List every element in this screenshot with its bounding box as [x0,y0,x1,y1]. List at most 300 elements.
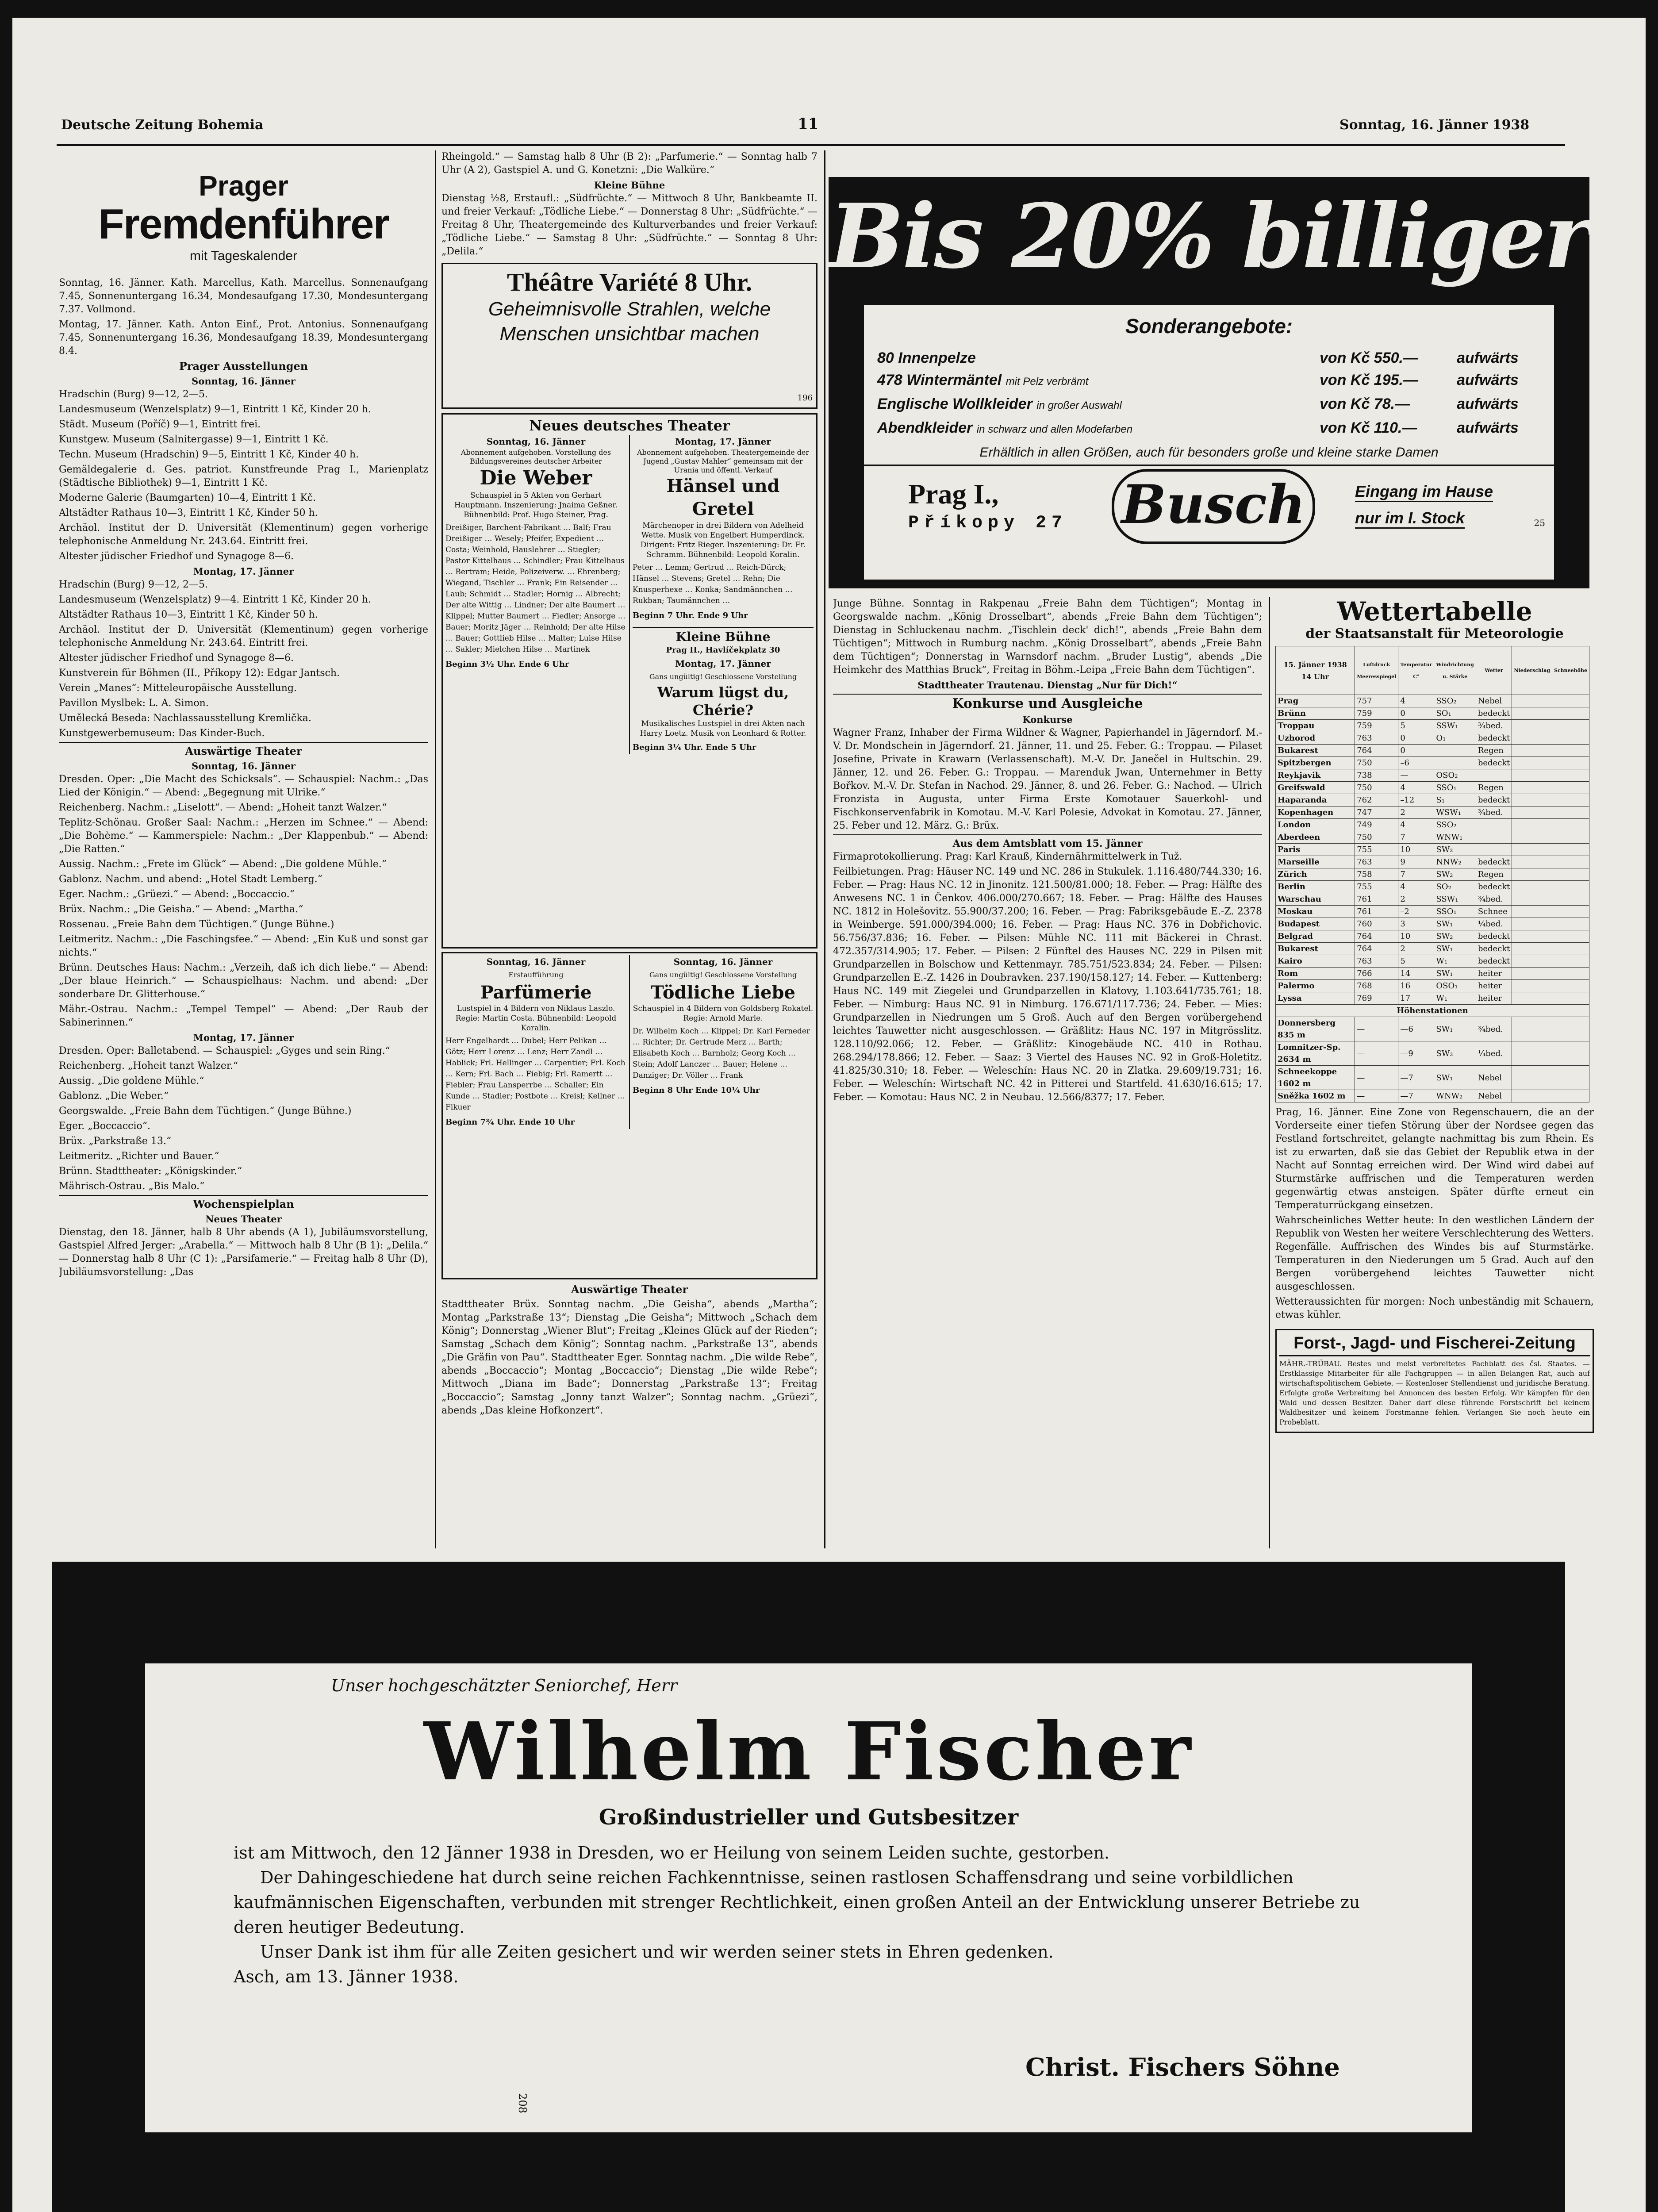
list-item: Gablonz. „Die Weber.“ [59,1091,169,1102]
list-item: Pavillon Myslbek: L. A. Simon. [59,698,209,709]
weather-cell: Regen [1476,782,1512,794]
weather-cell: 10 [1398,844,1434,856]
weather-row [1276,893,1589,906]
weather-station: Lomnitzer-Sp. 2634 m [1276,1041,1355,1066]
weather-cell [1512,794,1552,806]
weather-cell: 10 [1398,930,1434,943]
weather-cell [1512,844,1552,856]
weather-cell [1512,943,1552,955]
weather-cell [1512,1041,1552,1066]
weather-cell: SW₂ [1434,844,1476,856]
weather-time: 14 Uhr [1301,672,1329,681]
program-date: Montag, 17. Jänner [675,658,771,669]
weather-cell: SW₂ [1434,930,1476,943]
weather-cell: —6 [1398,1017,1434,1041]
weather-cell [1552,980,1589,992]
weather-cell: bedeckt [1476,930,1512,943]
weather-cell [1512,968,1552,980]
weather-cell [1512,732,1552,745]
weather-cell: 761 [1355,906,1398,918]
kleine-buehne-box [441,952,817,1279]
weather-cell [1512,707,1552,720]
weather-cell [1512,695,1552,707]
weather-cell: 4 [1398,819,1434,831]
weather-col-header: Wetter [1476,646,1512,695]
offer-price: von Kč 195.— [1320,372,1418,388]
offer-extra: mit Pelz verbrämt [1006,376,1089,388]
weather-cell: SSO₁ [1434,906,1476,918]
weather-row [1276,968,1589,980]
weather-cell: W₁ [1434,992,1476,1005]
section-heading: Aus dem Amtsblatt vom 15. Jänner [833,834,1262,850]
weather-cell: heiter [1476,992,1512,1005]
weather-row [1276,732,1589,745]
weather-cell: WSW₁ [1434,806,1476,819]
column-divider [1269,597,1270,1548]
program-title: Tödliche Liebe [651,982,795,1003]
weather-cell: 764 [1355,930,1398,943]
list-item: Altstädter Rathaus 10—3, Eintritt 1 Kč, Kinder 50 h. [59,609,318,620]
date-heading: Montag, 17. Jänner [193,566,294,577]
variete-ad [441,263,817,409]
program-cast: Dr. Wilhelm Koch … Klippel; Dr. Karl Ferneder … Richter; Dr. Gertrude Merz … Barth; Elisabeth Koch … Barnholz; Georg Koch … Stein; Adolf Lanczer … Bauer; Helene … Danziger; Dr. Völler … Frank [633,1027,810,1080]
weather-cell [1552,856,1589,868]
header-rule [57,144,1565,146]
weather-cell: NNW₂ [1434,856,1476,868]
program-subtitle: Schauspiel in 4 Bildern von Goldsberg Rokatel. Regie: Arnold Marle. [633,1004,814,1023]
weather-cell [1476,769,1512,782]
weather-cell: 14 [1398,968,1434,980]
weather-cell: SW₁ [1434,1066,1476,1090]
offer-extra: in großer Auswahl [1036,399,1122,411]
weather-cell: SW₂ [1434,868,1476,881]
weather-row [1276,930,1589,943]
weather-cell [1552,794,1589,806]
date-heading: Sonntag, 16. Jänner [192,376,296,387]
ad-subheading: Sonderangebote: [1125,315,1293,338]
weather-cell: ¾bed. [1476,720,1512,732]
list-item: Aussig. „Die goldene Mühle.“ [59,1075,204,1087]
program-title: Die Weber [480,467,592,489]
weather-cell: ¾bed. [1476,893,1512,906]
weather-station: Uzhorod [1276,732,1355,745]
weather-cell [1552,943,1589,955]
weather-cell [1476,819,1512,831]
obituary-text [234,1840,1384,1989]
guide-title-2: Fremdenführer [98,200,389,248]
weather-cell: 16 [1398,980,1434,992]
weather-col-header: Windrichtung u. Stärke [1434,646,1476,695]
list-item: Kunstverein für Böhmen (II., Příkopy 12): Edgar Jantsch. [59,668,340,679]
weather-row [1276,868,1589,881]
obituary-place-date: Asch, am 13. Jänner 1938. [234,1967,459,1986]
program-subtitle: Lustspiel in 4 Bildern von Niklaus Laszlo. Regie: Martin Costa. Bühnenbild: Leopold Koralin. [455,1004,617,1033]
weather-cell: heiter [1476,968,1512,980]
weather-title: Wettertabelle [1337,597,1532,626]
weather-cell [1552,992,1589,1005]
ad-entrance: nur im I. Stock [1355,509,1465,529]
weather-cell: 2 [1398,943,1434,955]
weather-col-header: Niederschlag [1512,646,1552,695]
weather-cell: Regen [1476,745,1512,757]
obituary-paragraph: Unser Dank ist ihm für alle Zeiten gesichert und wir werden seiner stets in Ehren gedenken. [260,1942,1054,1962]
weather-cell: 4 [1398,695,1434,707]
obituary-signature: Christ. Fischers Söhne [1025,2053,1340,2082]
section-heading: Wochenspielplan [59,1195,428,1211]
weather-station: Bukarest [1276,943,1355,955]
list-item: Hradschin (Burg) 9—12, 2—5. [59,389,208,400]
list-item: Dresden. Oper: „Die Macht des Schicksals“. — Schauspiel: Nachm.: „Das Lied der Königin.“ — Abend: „Begegnung mit Ulrike.“ [59,774,428,798]
program-date: Sonntag, 16. Jänner [486,436,586,447]
weather-cell [1552,893,1589,906]
program-date: Montag, 17. Jänner [675,436,771,447]
weather-cell [1512,782,1552,794]
offer-extra: in schwarz und allen Modefarben [976,423,1133,435]
weather-cell: 3 [1398,918,1434,930]
weather-row [1276,881,1589,893]
weather-row [1276,745,1589,757]
program-date: Sonntag, 16. Jänner [486,956,586,967]
column-theater [441,150,817,1548]
obituary-paragraph: Der Dahingeschiedene hat durch seine reichen Fachkenntnisse, seinen rastlosen Schaffensdrang und seine vorbildlichen kaufmännischen Eigenschaften, verbunden mit strenger Rechtlichkeit, einen großen Anteil an der Entwicklung unserer Betriebe zu deren heutiger Bedeutung. [234,1868,1360,1937]
weather-cell: SSW₁ [1434,720,1476,732]
section-heading: Konkurse und Ausgleiche [952,696,1143,711]
weather-cell: bedeckt [1476,794,1512,806]
weather-row [1276,794,1589,806]
program-sunday [445,955,630,1129]
weather-cell [1552,782,1589,794]
weather-cell [1476,844,1512,856]
list-item: Landesmuseum (Wenzelsplatz) 9—1, Eintritt 1 Kč, Kinder 20 h. [59,404,371,415]
weather-cell [1512,806,1552,819]
weather-station: Reykjavik [1276,769,1355,782]
forst-text: MÄHR.-TRÜBAU. Bestes und meist verbreitetes Fachblatt des čsl. Staates. — Erstklassige Mitarbeiter für alle Fachgruppen — in allen Belangen Rat, auch auf wirtschaftspolitischem Gebiete. — Kostenloser Stellendienst und juridische Beratung. Erfolgte große Verbreitung bei Annoncen des besten Erfolg. Wir kämpfen für den Wald und dessen Besitzer. Daher darf diese führende Forstschrift bei keinem Waldbesitzer und keinem Forstmanne fehlen. Verlangen Sie noch heute ein Probeblatt. [1279,1359,1590,1426]
weather-cell: 761 [1355,893,1398,906]
weather-cell [1512,881,1552,893]
offer-row [877,417,1541,441]
weather-cell: 769 [1355,992,1398,1005]
weather-cell [1552,918,1589,930]
weather-cell: 763 [1355,732,1398,745]
weather-cell [1512,720,1552,732]
section-heading: Kleine Bühne [594,180,665,191]
weather-cell [1512,906,1552,918]
theater-program-box [441,413,817,949]
date-heading: Neues Theater [205,1214,282,1225]
offer-name: 80 Innenpelze [877,349,976,366]
weather-station: Kopenhagen [1276,806,1355,819]
weather-row [1276,1017,1589,1041]
weather-cell: 2 [1398,806,1434,819]
program-times: Beginn 3½ Uhr. Ende 6 Uhr [445,660,569,669]
calendar-monday: Montag, 17. Jänner. Kath. Anton Einf., Prot. Antonius. Sonnenaufgang 7.45, Sonnenuntergang 16.36, Mondesaufgang 18.39, Mondesuntergang 8.4. [59,319,428,357]
list-item: Brüx. „Parkstraße 13.“ [59,1136,172,1147]
weather-cell [1512,992,1552,1005]
weather-cell: — [1355,1066,1398,1090]
program-note: Gans ungültig! Geschlossene Vorstellung [649,971,797,979]
weather-cell [1552,819,1589,831]
weather-col-header: Schneehöhe [1552,646,1589,695]
weather-row [1276,1090,1589,1102]
weather-cell: bedeckt [1476,881,1512,893]
weather-cell [1552,906,1589,918]
busch-advertisement [829,177,1589,588]
weather-cell: 9 [1398,856,1434,868]
ad-brand-logo: Busch [1112,469,1315,544]
column-weather [1275,597,1594,1548]
offer-row [877,393,1541,417]
weather-cell: SSW₁ [1434,893,1476,906]
weather-cell: —9 [1398,1041,1434,1066]
sub-heading: Konkurse [1022,714,1073,725]
program-subtitle: Märchenoper in drei Bildern von Adelheid Wette. Musik von Engelbert Humperdinck. Dirigent: Fritz Rieger. Inszenierung: Dr. Fr. Schramm. Bühnenbild: Leopold Koralin. [640,521,806,559]
offer-up: aufwärts [1457,349,1519,366]
weather-cell: 4 [1398,881,1434,893]
weather-cell [1552,757,1589,769]
weather-cell: 766 [1355,968,1398,980]
junge-buehne-text: Junge Bühne. Sonntag in Rakpenau „Freie Bahn dem Tüchtigen“; Montag in Georgswalde nachm. „König Drosselbart“, abends „Freie Bahn dem Tüchtigen“; Dienstag in Schluckenau nachm. „Tischlein deck' dich!“, abends „Freie Bahn dem Tüchtigen“; Mittwoch in Rumburg nachm. „König Drosselbart“, abends „Freie Bahn dem Tüchtigen“; Donnerstag in Warnsdorf nachm. „Bruder Lustig“, abends „Die Heimkehr des Matthias Bruck“, Freitag in Böhm.-Leipa „Freie Bahn dem Tüchtigen“. [833,598,1262,676]
weather-row [1276,720,1589,732]
weather-col-header: Temperatur C° [1398,646,1434,695]
weather-cell [1512,980,1552,992]
weather-cell [1512,757,1552,769]
weather-cell: SW₃ [1434,1041,1476,1066]
weather-station: Marseille [1276,856,1355,868]
weather-station: Haparanda [1276,794,1355,806]
weather-station: Palermo [1276,980,1355,992]
variete-title: Théâtre Variété 8 Uhr. [507,268,752,296]
column-konkurse [833,597,1262,1548]
program-cast: Peter … Lemm; Gertrud … Reich-Dürck; Hänsel … Stevens; Gretel … Rehn; Die Knusperhexe … Konka; Sandmännchen … Rukban; Taumännchen … [633,563,793,605]
weather-cell: 763 [1355,955,1398,968]
weather-cell: –6 [1398,757,1434,769]
weather-station: Greifswald [1276,782,1355,794]
offer-up: aufwärts [1457,396,1519,412]
weather-row [1276,856,1589,868]
program-note: Abonnement aufgehoben. Vorstellung des Bildungsvereines deutscher Arbeiter [461,448,611,465]
weather-cell: 0 [1398,707,1434,720]
ad-ref: 25 [1534,518,1545,528]
offer-row [877,347,1541,369]
weather-station: Rom [1276,968,1355,980]
weather-row [1276,695,1589,707]
weather-cell: ¾bed. [1476,806,1512,819]
weather-cell: WNW₁ [1434,831,1476,844]
weather-cell: SSO₂ [1434,819,1476,831]
section-heading: Auswärtige Theater [571,1283,688,1296]
ad-city: Prag I., [908,478,999,510]
weather-cell: OSO₁ [1434,980,1476,992]
weather-cell: 759 [1355,720,1398,732]
weather-cell [1512,893,1552,906]
weather-row [1276,1041,1589,1066]
page-number: 11 [798,115,819,133]
list-item: Teplitz-Schönau. Großer Saal: Nachm.: „Herzen im Schnee.“ — Abend: „Die Bohème.“ — Kammerspiele: Nachm.: „Der Klappenbub.“ — Abend: „Die Ratten.“ [59,817,428,855]
list-item: Leitmeritz. Nachm.: „Die Faschingsfee.“ — Abend: „Ein Kuß und sonst gar nichts.“ [59,934,428,958]
program-sunday-evening [633,955,814,1129]
weather-cell: WNW₂ [1434,1090,1476,1102]
obituary-intro: Unser hochgeschätzter Seniorchef, Herr [331,1676,678,1695]
weather-cell: bedeckt [1476,757,1512,769]
schedule-continuation: Rheingold.“ — Samstag halb 8 Uhr (B 2): „Parfumerie.“ — Sonntag halb 7 Uhr (A 2), Gastspiel A. und G. Konetzni: „Die Walküre.“ [441,151,817,176]
program-subtitle: Musikalisches Lustspiel in drei Akten nach Harry Loetz. Musik von Leonhard & Rotter. [640,719,806,738]
list-item: Georgswalde. „Freie Bahn dem Tüchtigen.“ (Junge Bühne.) [59,1106,352,1117]
amtsblatt-text: Feilbietungen. Prag: Häuser NC. 149 und NC. 286 in Stukulek. 1.116.480/744.330; 16. Feber. — Prag: Haus NC. 12 in Jinonitz. 121.500/81.000; 18. Feber. — Prag: Hälfte des Anwesens NC. 1 in Čenkov. 406.000/270.667; 18. Feber. — Prag: Hälfte des Hauses NC. 1812 in Holešovitz. 55.900/37.200; 16. Feber. — Prag: Fabriksgebäude E.-Z. 2378 in Weinberge. 591.000/394.000; 16. Feber. — Prag: Haus NC. 376 in Dobřichovic. 56.756/37.836; 16. Feber. — Pilsen: Mühle NC. 111 mit Bäckerei in Chrast. 472.357/314.905; 17. Feber. — Pilsen: 2 Fünftel des Hauses NC. 229 in Pilsen mit Grundparzellen in Bolschow und Kettenmayr. 785.751/523.834; 24. Feber. — Pilsen: Grundparzellen E.-Z. 1426 in Doubravken. 237.190/158.127; 14. Feber. — Kuttenberg: Haus NC. 149 mit Ziegelei und Grundparzellen in Klatovy, 1.103.641/735.761; 18. Feber. — Nimburg: Haus NC. 91 in Nimburg. 176.671/117.736; 24. Feber. — Mies: Grundparzellen in Niedrungen um 5 Groß. Auch auf den Bergen vorübergehend leichtes Tauwetter nicht ausgeschlossen. — Gräßlitz: Haus NC. 197 in Mitgrösslitz. 128.110/92.066; 12. Feber. — Gräßlitz: Kinogebäude NC. 410 in Rothau. 268.294/178.866; 12. Feber. — Saaz: 3 Viertel des Hauses NC. 92 in Groß-Holetitz. 41.825/30.310; 18. Feber. — Weleschín: Haus NC. 20 in Zlatka. 29.609/19.731; 16. Feber. — Weleschín: Wirtschaft NC. 42 in Pitterei und Startfeld. 41.630/16.615; 17. Feber. — Komotau: Haus NC. 2 in Neubau. 12.566/8377; 17. Feber. [833,866,1262,1103]
weather-cell [1552,1066,1589,1090]
variete-text: Geheimnisvolle Strahlen, welche Menschen unsichtbar machen [488,298,771,345]
weather-cell: bedeckt [1476,856,1512,868]
list-item: Brünn. Deutsches Haus: Nachm.: „Verzeih, daß ich dich liebe.“ — Abend: „Der blaue Heinrich.“ — Schauspielhaus: Nachm. und abend: „Der sonderbare Dr. Glitterhouse.“ [59,962,428,1000]
weather-cell: 17 [1398,992,1434,1005]
weather-cell: 0 [1398,745,1434,757]
weather-cell: 755 [1355,881,1398,893]
weather-cell: 750 [1355,757,1398,769]
weather-cell: Nebel [1476,695,1512,707]
list-item: Mähr.-Ostrau. Nachm.: „Tempel Tempel“ — Abend: „Der Raub der Sabinerinnen.“ [59,1004,428,1028]
weather-cell [1552,707,1589,720]
offer-price: von Kč 550.— [1320,349,1418,366]
weather-forecast: Wahrscheinliches Wetter heute: In den westlichen Ländern der Republik von Westen her weitere Verschlechterung des Wetters. Regenfälle. Auffrischen des Windes bis auf Sturmstärke. Temperaturen in den Niederungen um 5 Grad. Auch auf den Bergen vorübergehend leichtes Tauwetter nicht ausgeschlossen. [1275,1215,1594,1292]
date-heading: Sonntag, 16. Jänner [192,760,296,772]
weather-row [1276,918,1589,930]
program-date: Sonntag, 16. Jänner [673,956,773,967]
weather-cell: bedeckt [1476,943,1512,955]
weather-station: Aberdeen [1276,831,1355,844]
weather-cell: OSO₂ [1434,769,1476,782]
weather-col-header: Luftdruck Meeresspiegel [1355,646,1398,695]
column-divider [435,150,436,1548]
weather-cell: heiter [1476,980,1512,992]
weather-cell: 764 [1355,745,1398,757]
list-item: Reichenberg. „Hoheit tanzt Walzer.“ [59,1060,238,1071]
weather-cell: SW₁ [1434,1017,1476,1041]
weather-cell: 749 [1355,819,1398,831]
weather-cell [1512,868,1552,881]
weather-cell: 747 [1355,806,1398,819]
list-item: Altester jüdischer Friedhof und Synagoge 8—6. [59,653,294,664]
weather-cell: bedeckt [1476,707,1512,720]
forst-ad [1275,1329,1594,1433]
high-stations-heading: Höhenstationen [1276,1005,1589,1017]
date-heading: Montag, 17. Jänner [193,1032,294,1043]
weather-station: Donnersberg 835 m [1276,1017,1355,1041]
weather-cell [1476,831,1512,844]
weather-cell [1552,930,1589,943]
weather-station: Paris [1276,844,1355,856]
program-title: Parfümerie [480,982,592,1003]
program-note: Abonnement aufgehoben. Theatergemeinde der Jugend „Gustav Mahler“ gemeinsam mit der Urania und öffentl. Verkauf [637,448,810,474]
column-divider [824,150,825,1548]
weather-cell [1512,930,1552,943]
weather-cell [1512,856,1552,868]
forst-title: Forst-, Jagd- und Fischerei-Zeitung [1279,1333,1590,1356]
weather-station: Zürich [1276,868,1355,881]
list-item: Verein „Manes“: Mitteleuropäische Ausstellung. [59,683,297,694]
deceased-title: Großindustrieller und Gutsbesitzer [599,1805,1019,1830]
weather-table [1275,646,1589,1102]
weather-report: Prag, 16. Jänner. Eine Zone von Regenschauern, die an der Vorderseite einer tiefen Störung über der Nordsee gegen das Festland fortschreitet, gelangte nachmittag bis zum Rhein. Es ist zu erwarten, daß sie das Gebiet der Republik etwa in der Nacht auf Sonntag erreichen wird. Der Wind wird dabei auf Sturmstärke auffrischen und die Temperaturen werden gegenwärtig etwas ansteigen. Später dürfte erneut ein Temperaturrückgang einsetzen. [1275,1107,1594,1211]
weather-cell [1552,806,1589,819]
weekly-schedule: Dienstag, den 18. Jänner, halb 8 Uhr abends (A 1), Jubiläumsvorstellung, Gastspiel Alfred Jerger: „Arabella.“ — Mittwoch halb 8 Uhr (B 1): „Delila.“ — Donnerstag halb 8 Uhr (C 1): „Parsifamerie.“ — Freitag halb 8 Uhr (D), Jubiläumsvorstellung: „Das [59,1227,428,1278]
list-item: Altstädter Rathaus 10—3, Eintritt 1 Kč, Kinder 50 h. [59,507,318,518]
list-item: Hradschin (Burg) 9—12, 2—5. [59,579,208,590]
weather-row [1276,769,1589,782]
weather-cell [1552,720,1589,732]
weather-date: 15. Jänner 1938 [1283,660,1347,669]
weather-cell: 4 [1398,782,1434,794]
weather-station: Kairo [1276,955,1355,968]
weather-cell: SSO₁ [1434,782,1476,794]
weather-cell: ¾bed. [1476,1017,1512,1041]
weather-cell [1512,819,1552,831]
weather-row [1276,844,1589,856]
weather-cell: 5 [1398,720,1434,732]
offer-price: von Kč 78.— [1320,396,1410,412]
weather-cell: 764 [1355,943,1398,955]
list-item: Rossenau. „Freie Bahn dem Tüchtigen.“ (Junge Bühne.) [59,919,334,930]
weather-cell: —7 [1398,1090,1434,1102]
weather-cell: SO₂ [1434,881,1476,893]
weather-cell [1552,1090,1589,1102]
weather-station: Lyssa [1276,992,1355,1005]
weather-cell [1552,868,1589,881]
weather-cell: S₁ [1434,794,1476,806]
weather-row [1276,831,1589,844]
list-item: Umělecká Beseda: Nachlassausstellung Kremlička. [59,713,311,724]
list-item: Leitmeritz. „Richter und Bauer.“ [59,1151,219,1162]
weather-station: Belgrad [1276,930,1355,943]
weather-cell [1512,955,1552,968]
deceased-name: Wilhelm Fischer [424,1705,1194,1798]
weather-cell [1434,757,1476,769]
weather-row [1276,819,1589,831]
column-fremdenfuehrer [59,170,428,1555]
weather-cell: SSO₂ [1434,695,1476,707]
weather-cell [1552,1017,1589,1041]
weather-cell: — [1355,1017,1398,1041]
weather-station: Troppau [1276,720,1355,732]
theater-line: Stadttheater Trautenau. Dienstag „Nur für Dich!“ [833,679,1262,695]
list-item: Altester jüdischer Friedhof und Synagoge 8—6. [59,551,294,562]
weather-cell: –2 [1398,906,1434,918]
weather-cell: 755 [1355,844,1398,856]
program-monday [633,435,814,754]
ad-ref: 208 [516,2093,529,2113]
weather-cell: 759 [1355,707,1398,720]
weather-cell [1552,769,1589,782]
weather-row [1276,943,1589,955]
program-note: Erstaufführung [508,971,564,979]
program-times: Beginn 7¾ Uhr. Ende 10 Uhr [445,1118,575,1127]
weather-cell: Regen [1476,868,1512,881]
list-item: Brüx. Nachm.: „Die Geisha.“ — Abend: „Martha.“ [59,904,303,915]
program-times: Beginn 8 Uhr Ende 10¼ Uhr [633,1086,760,1095]
weather-cell: Schnee [1476,906,1512,918]
weather-cell: SO₁ [1434,707,1476,720]
issue-date: Sonntag, 16. Jänner 1938 [1339,117,1530,133]
weather-row [1276,980,1589,992]
weather-station: London [1276,819,1355,831]
weather-cell: 768 [1355,980,1398,992]
obituary-box [145,1663,1472,2132]
weather-cell [1552,745,1589,757]
weather-cell: 0 [1398,732,1434,745]
list-item: Gemäldegalerie d. Ges. patriot. Kunstfreunde Prag I., Marienplatz (Städtische Bibliothek) 9—1, Eintritt 1 Kč. [59,464,428,488]
list-item: Kunstgewerbemuseum: Das Kinder-Buch. [59,728,265,739]
guide-title-1: Prager [199,170,288,202]
weather-cell [1512,769,1552,782]
weather-cell [1512,918,1552,930]
